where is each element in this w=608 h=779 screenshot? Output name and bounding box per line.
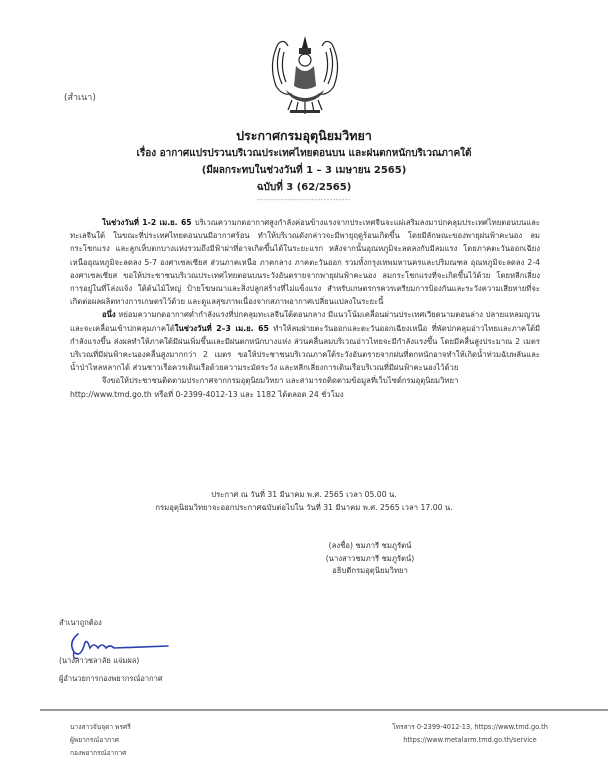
garuda-emblem-icon (258, 34, 352, 120)
footer-contact (370, 721, 570, 747)
announced-datetime: ประกาศ ณ วันที่ 31 มีนาคม พ.ศ. 2565 เวลา 05.00 น. (211, 490, 397, 499)
paragraph-3 (70, 374, 540, 387)
paragraph-2-text-after: ทำให้ลมฝ่ายตะวันออกและตะวันออกเฉียงเหนือ ที่พัดปกคลุมอ่าวไทยและภาคใต้มีกำลังแรงขึ้น ส่งผลทำให้ภาคใต้มีฝนเพิ่มขึ้นและมีฝนตกหนักบางแห่ง ส่วนคลื่นลมบริเวณอ่าวไทยจะมีกำลังแรงขึ้น โดยมีคลื่นสูงประมาณ 2 เมตร บริเวณที่มีฝนฟ้าคะนองคลื่นสูงมากกว่า 2 เมตร ขอให้ประชาชนบริเวณภาคใต้ระวังอันตรายจากฝนที่ตกหนักอาจทำให้เกิดน้ำท่วมฉับพลันและน้ำป่าไหลหลากได้ ส่วนชาวเรือควรเดินเรือด้วยความระมัดระวัง และหลีกเลี่ยงการเดินเรือบริเวณที่มีฝนฟ้าคะนองไว้ด้วย (70, 323, 541, 373)
announcement-body (70, 216, 540, 401)
paragraph-2-lead: อนึ่ง (102, 310, 116, 320)
forecaster-name: นางสาวจันจุดา พรศรี (70, 723, 131, 731)
issue-number: ฉบับที่ 3 (62/2565) (256, 182, 352, 193)
footer-forecaster (70, 721, 131, 760)
announcement-title: ประกาศกรมอุตุนิยมวิทยา (236, 128, 372, 143)
contact-phone-text: หรือที่ 0-2399-4012-13 และ 1182 ได้ตลอด 24 ชั่วโมง (151, 389, 344, 399)
certifier-name: (นางสาวชลาลัย แจ่มผล) (59, 656, 140, 665)
certifier-position: ผู้อำนวยการกองพยากรณ์อากาศ (59, 674, 163, 683)
paragraph-1 (70, 216, 540, 308)
signed-name: (ลงชื่อ) ชมภารี ชมภูรัตน์ (328, 541, 412, 550)
copy-label: (สำเนา) (64, 93, 96, 103)
effective-period: (มีผลกระทบในช่วงวันที่ 1 – 3 เมษายน 2565) (201, 165, 407, 176)
forecaster-division: กองพยากรณ์อากาศ (70, 749, 127, 757)
certified-copy-label: สำเนาถูกต้อง (59, 618, 102, 627)
metalarm-service-link[interactable]: https://www.metalarm.tmd.go.th/service (403, 736, 537, 744)
director-full-name: (นางสาวชมภารี ชมภูรัตน์) (325, 553, 415, 563)
director-position: อธิบดีกรมอุตุนิยมวิทยา (332, 566, 408, 575)
paragraph-1-text: บริเวณความกดอากาศสูงกำลังค่อนข้างแรงจากประเทศจีนจะแผ่เสริมลงมาปกคลุมประเทศไทยตอนบนและทะเลจีนใต้ ในขณะที่ประเทศไทยตอนบนมีอากาศร้อน ทำให้บริเวณดังกล่าวจะมีพายุฤดูร้อนเกิดขึ้น โดยมีลักษณะของพายุฝนฟ้าคะนอง ลมกระโชกแรง และลูกเห็บตกบางแห่งรวมถึงมีฟ้าผ่าที่อาจเกิดขึ้นได้ในระยะแรก หลังจากนั้นอุณหภูมิจะลดลงกับมีลมแรง โดยภาคตะวันออกเฉียงเหนืออุณหภูมิจะลดลง 5-7 องศาเซลเซียส ส่วนภาคเหนือ ภาคกลาง ภาคตะวันออก รวมทั้งกรุงเทพมหานครและปริมณฑล อุณหภูมิจะลดลง 2-4 องศาเซลเซียส ขอให้ประชาชนบริเวณประเทศไทยตอนบนระวังอันตรายจากพายุฝนฟ้าคะนอง ลมกระโชกแรงที่จะเกิดขึ้นไว้ด้วย โดยหลีกเลี่ยงการอยู่ในที่โล่งแจ้ง ใต้ต้นไม้ใหญ่ ป้ายโฆษณาและสิ่งปลูกสร้างที่ไม่แข็งแรง สำหรับเกษตรกรควรเตรียมการป้องกันและระวังความเสียหายที่จะเกิดต่อผลผลิตทางการเกษตรไว้ด้วย และดูแลสุขภาพเนื่องจากสภาพอากาศเปลี่ยนแปลงในระยะนี้ (70, 218, 541, 307)
footer-divider (40, 709, 608, 711)
director-signature-block (240, 540, 500, 578)
fax-and-website[interactable]: โทรสาร 0-2399-4012-13, https://www.tmd.go.th (392, 723, 548, 731)
paragraph-2-lead-period: ในช่วงวันที่ 2–3 เม.ย. 65 (174, 323, 269, 333)
separator-line: ------------------------------- (257, 196, 351, 204)
next-announcement-datetime: กรมอุตุนิยมวิทยาจะออกประกาศฉบับต่อไปใน วันที่ 31 มีนาคม พ.ศ. 2565 เวลา 17.00 น. (155, 503, 453, 512)
paragraph-1-lead: ในช่วงวันที่ 1-2 เม.ย. 65 (102, 218, 192, 227)
paragraph-2-text-before: หย่อมความกดอากาศต่ำกำลังแรงที่ปกคลุมทะเลจีนใต้ตอนกลาง มีแนวโน้มเคลื่อนผ่านประเทศเวียดนามตอนล่าง ปลายแหลมญวน และจะเคลื่อนเข้าปกคลุมภาคใต้ (70, 310, 540, 333)
tmd-website-link[interactable]: http://www.tmd.go.th (70, 389, 152, 399)
forecaster-role: ผู้พยากรณ์อากาศ (70, 736, 119, 744)
announcement-dates (0, 488, 608, 514)
paragraph-3-contact (70, 388, 540, 401)
paragraph-2 (70, 308, 540, 374)
announcement-subject: เรื่อง อากาศแปรปรวนบริเวณประเทศไทยตอนบน และฝนตกหนักบริเวณภาคใต้ (136, 148, 472, 159)
paragraph-3-text: จึงขอให้ประชาชนติดตามประกาศจากกรมอุตุนิยมวิทยา และสามารถติดตามข้อมูลที่เว็บไซต์กรมอุตุนิยมวิทยา (102, 376, 459, 386)
